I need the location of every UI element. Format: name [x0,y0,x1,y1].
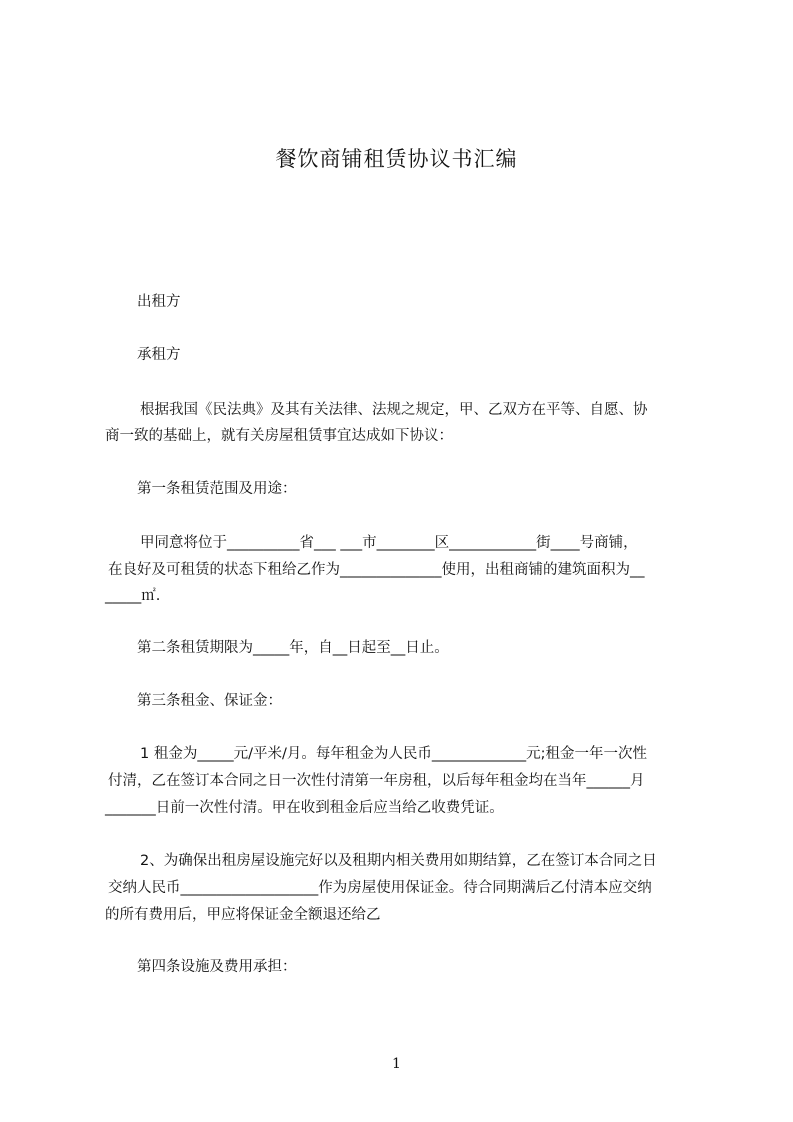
article-2-line: 第二条租赁期限为_____年，自__日起至__日止。 [137,640,449,656]
lessor-line: 出租方 [137,294,181,310]
preamble-line-2: 商一致的基础上，就有关房屋租赁事宜达成如下协议： [105,428,453,444]
lessee-line: 承租方 [137,347,181,363]
article-3-heading: 第三条租金、保证金： [137,693,282,709]
page-number: 1 [392,1056,401,1072]
preamble-line-1: 根据我国《民法典》及其有关法律、法规之规定，甲、乙双方在平等、自愿、协 [140,402,648,418]
deposit-clause-line-1: 2、为确保出租房屋设施完好以及租期内相关费用如期结算，乙在签订本合同之日 [140,853,657,869]
rent-clause-line-1: 1 租金为_____元/平米/月。每年租金为人民币_____________元;租金一年一次性 [140,746,647,762]
article-4-heading: 第四条设施及费用承担： [137,959,297,975]
rent-clause-line-3: _______日前一次性付清。甲在收到租金后应当给乙收费凭证。 [105,800,504,816]
article-1-line-2: 在良好及可租赁的状态下租给乙作为______________使用，出租商铺的建筑面积为__ [108,562,645,578]
document-title: 餐饮商铺租赁协议书汇编 [275,147,518,171]
article-1-line-1: 甲同意将位于__________省___ ___市________区____________街____号商铺， [140,535,638,551]
deposit-clause-line-3: 的所有费用后，甲应将保证金全额退还给乙 [105,907,381,923]
deposit-clause-line-2: 交纳人民币___________________作为房屋使用保证金。待合同期满后乙付清本应交纳 [108,880,652,896]
rent-clause-line-2: 付清，乙在签订本合同之日一次性付清第一年房租，以后每年租金均在当年______月 [108,773,645,789]
article-1-heading: 第一条租赁范围及用途： [137,481,297,497]
article-1-line-3: _____㎡. [105,588,161,604]
